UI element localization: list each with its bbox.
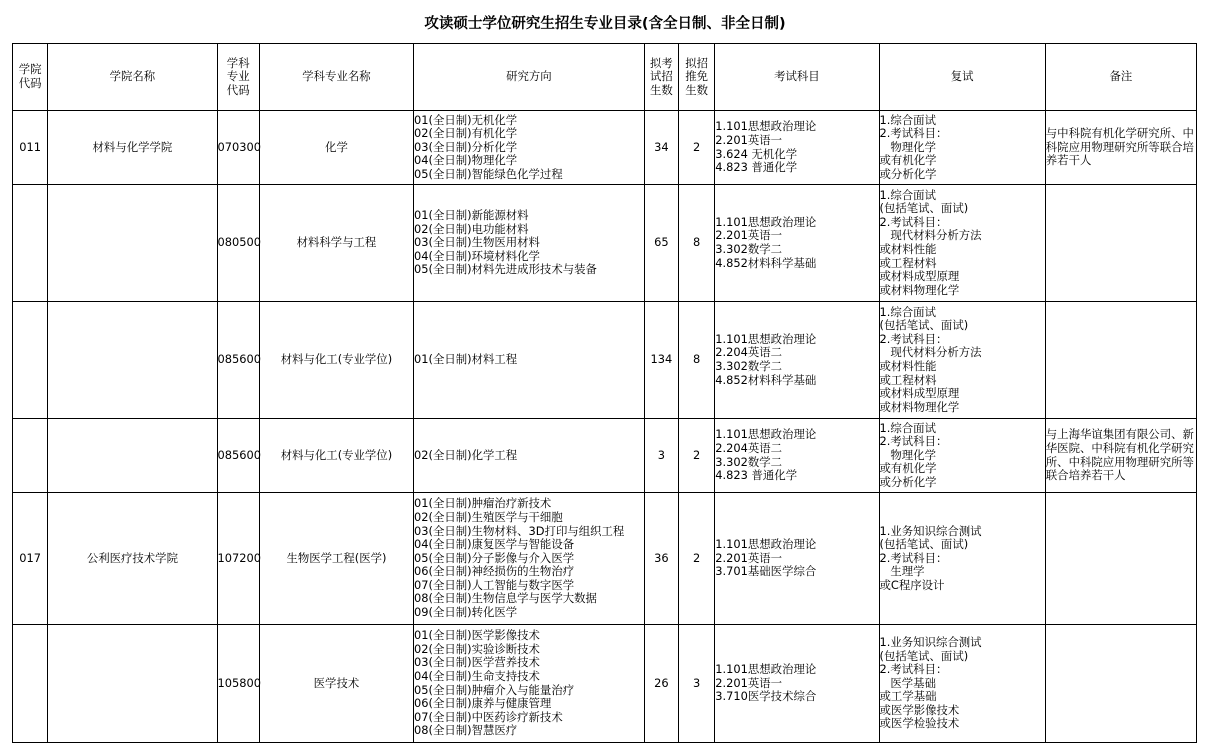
major-code-cell: 070300 — [217, 111, 259, 185]
retest-cell: 1.业务知识综合测试 (包括笔试、面试) 2.考试科目： 医学基础 或工学基础 或医学影像技术 或医学检验技术 — [879, 625, 1045, 743]
direction-cell: 01(全日制)无机化学 02(全日制)有机化学 03(全日制)分析化学 04(全日制)物理化学 05(全日制)智能绿色化学过程 — [414, 111, 645, 185]
planned-count-cell: 36 — [644, 493, 678, 625]
college-code-cell — [13, 302, 48, 419]
header-college-name: 学院名称 — [48, 44, 217, 111]
page-title: 攻读硕士学位研究生招生专业目录(含全日制、非全日制) — [424, 16, 786, 32]
header-major-name: 学科专业名称 — [259, 44, 413, 111]
college-name-cell — [48, 302, 217, 419]
exam-subjects-cell: 1.101思想政治理论 2.204英语二 3.302数学二 4.823 普通化学 — [715, 419, 879, 493]
college-name-cell — [48, 419, 217, 493]
major-name-cell: 材料科学与工程 — [259, 185, 413, 302]
planned-count-cell: 34 — [644, 111, 678, 185]
college-code-cell: 017 — [13, 493, 48, 625]
header-planned: 拟考 试招 生数 — [644, 44, 678, 111]
exempt-count-cell: 3 — [679, 625, 715, 743]
note-cell — [1045, 185, 1196, 302]
exam-subjects-cell: 1.101思想政治理论 2.201英语一 3.710医学技术综合 — [715, 625, 879, 743]
direction-cell: 02(全日制)化学工程 — [414, 419, 645, 493]
table-row — [13, 493, 1197, 625]
direction-cell: 01(全日制)医学影像技术 02(全日制)实验诊断技术 03(全日制)医学营养技术 04(全日制)生命支持技术 05(全日制)肿瘤介入与能量治疗 06(全日制)康养与健康管理 07(全日制)中医药诊疗新技术 08(全日制)智慧医疗 — [414, 625, 645, 743]
retest-cell: 1.综合面试 (包括笔试、面试) 2.考试科目： 现代材料分析方法 或材料性能 或工程材料 或材料成型原理 或材料物理化学 — [879, 302, 1045, 419]
college-name-cell: 公利医疗技术学院 — [48, 493, 217, 625]
table-row — [13, 419, 1197, 493]
planned-count-cell: 134 — [644, 302, 678, 419]
table-row — [13, 185, 1197, 302]
exempt-count-cell: 2 — [679, 111, 715, 185]
exempt-count-cell: 2 — [679, 493, 715, 625]
major-code-cell: 085600 — [217, 302, 259, 419]
note-cell: 与上海华谊集团有限公司、新华医院、中科院有机化学研究所、中科院应用物理研究所等联合培养若干人 — [1045, 419, 1196, 493]
note-cell — [1045, 493, 1196, 625]
planned-count-cell: 65 — [644, 185, 678, 302]
major-name-cell: 材料与化工(专业学位) — [259, 302, 413, 419]
planned-count-cell: 3 — [644, 419, 678, 493]
header-college-code: 学院 代码 — [13, 44, 48, 111]
college-code-cell — [13, 419, 48, 493]
header-major-code: 学科 专业 代码 — [217, 44, 259, 111]
major-name-cell: 化学 — [259, 111, 413, 185]
exam-subjects-cell: 1.101思想政治理论 2.204英语二 3.302数学二 4.852材料科学基础 — [715, 302, 879, 419]
exempt-count-cell: 8 — [679, 302, 715, 419]
college-code-cell — [13, 185, 48, 302]
header-direction: 研究方向 — [414, 44, 645, 111]
major-catalog-table — [12, 43, 1197, 743]
header-note: 备注 — [1045, 44, 1196, 111]
major-code-cell: 105800 — [217, 625, 259, 743]
header-exam: 考试科目 — [715, 44, 879, 111]
major-code-cell: 080500 — [217, 185, 259, 302]
exam-subjects-cell: 1.101思想政治理论 2.201英语一 3.302数学二 4.852材料科学基础 — [715, 185, 879, 302]
college-code-cell — [13, 625, 48, 743]
college-name-cell — [48, 625, 217, 743]
direction-cell: 01(全日制)新能源材料 02(全日制)电功能材料 03(全日制)生物医用材料 04(全日制)环境材料化学 05(全日制)材料先进成形技术与装备 — [414, 185, 645, 302]
direction-cell: 01(全日制)肿瘤治疗新技术 02(全日制)生殖医学与干细胞 03(全日制)生物材料、3D打印与组织工程 04(全日制)康复医学与智能设备 05(全日制)分子影像与介入医学 06(全日制)神经损伤的生物治疗 07(全日制)人工智能与数字医学 08(全日制)生物信息学与医学大数据 09(全日制)转化医学 — [414, 493, 645, 625]
retest-cell: 1.综合面试 (包括笔试、面试) 2.考试科目： 现代材料分析方法 或材料性能 或工程材料 或材料成型原理 或材料物理化学 — [879, 185, 1045, 302]
retest-cell: 1.综合面试 2.考试科目： 物理化学 或有机化学 或分析化学 — [879, 419, 1045, 493]
note-cell — [1045, 302, 1196, 419]
planned-count-cell: 26 — [644, 625, 678, 743]
header-retest: 复试 — [879, 44, 1045, 111]
header-exempt: 拟招 推免 生数 — [679, 44, 715, 111]
exempt-count-cell: 2 — [679, 419, 715, 493]
major-name-cell: 医学技术 — [259, 625, 413, 743]
direction-cell: 01(全日制)材料工程 — [414, 302, 645, 419]
college-name-cell — [48, 185, 217, 302]
exam-subjects-cell: 1.101思想政治理论 2.201英语一 3.701基础医学综合 — [715, 493, 879, 625]
major-code-cell: 085600 — [217, 419, 259, 493]
major-name-cell: 生物医学工程(医学) — [259, 493, 413, 625]
major-code-cell: 107200 — [217, 493, 259, 625]
table-header-row — [13, 44, 1197, 111]
exempt-count-cell: 8 — [679, 185, 715, 302]
retest-cell: 1.综合面试 2.考试科目： 物理化学 或有机化学 或分析化学 — [879, 111, 1045, 185]
note-cell: 与中科院有机化学研究所、中科院应用物理研究所等联合培养若干人 — [1045, 111, 1196, 185]
table-row — [13, 111, 1197, 185]
table-row — [13, 625, 1197, 743]
major-name-cell: 材料与化工(专业学位) — [259, 419, 413, 493]
exam-subjects-cell: 1.101思想政治理论 2.201英语一 3.624 无机化学 4.823 普通化学 — [715, 111, 879, 185]
table-row — [13, 302, 1197, 419]
college-code-cell: 011 — [13, 111, 48, 185]
college-name-cell: 材料与化学学院 — [48, 111, 217, 185]
note-cell — [1045, 625, 1196, 743]
retest-cell: 1.业务知识综合测试 (包括笔试、面试) 2.考试科目： 生理学 或C程序设计 — [879, 493, 1045, 625]
